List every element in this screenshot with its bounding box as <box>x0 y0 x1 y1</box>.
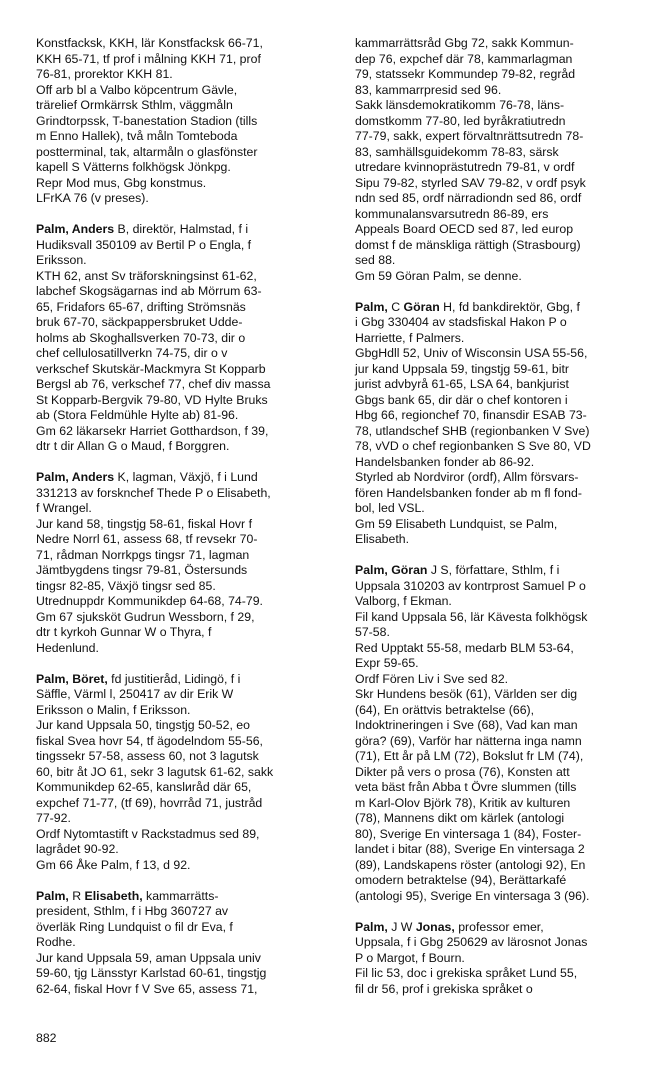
entry-line: chef cellulosatillverkn 74-75, dir o v <box>36 346 228 360</box>
entry-line-text: fd justitieråd, Lidingö, f i <box>107 671 241 686</box>
entry-surname: Palm, <box>355 299 388 314</box>
entry-line: Uppsala 310203 av kontrprost Samuel P o <box>355 578 586 593</box>
entry-line: Red Upptakt 55-58, medarb BLM 53-64, <box>355 640 574 655</box>
entry-line: Off arb bl a Valbo köpcentrum Gävle, <box>36 82 238 97</box>
entry-line: jur kand Uppsala 59, tingstjg 59-61, bitr <box>355 361 569 376</box>
entry-line: Styrled ab Nordviror (ordf), Allm försvars- <box>355 470 579 484</box>
entry-line: 83, samhällsguidekomm 78-83, särsk <box>355 144 559 159</box>
entry-line: bruk 67-70, säckpappersbruket Udde- <box>36 315 243 329</box>
entry-line: m Karl-Olov Björk 78), Kritik av kulturen <box>355 795 571 810</box>
entry-line: Indoktrineringen i Sve (68), Vad kan man <box>355 718 578 732</box>
entry-line: kammarrättsråd Gbg 72, sakk Kommun- <box>355 36 574 50</box>
entry-line: (71), Ett år på LM (72), Bokslut fr LM (74), <box>355 749 584 763</box>
entry-line: Fil lic 53, doc i grekiska språket Lund 55, <box>355 966 578 980</box>
entry-first-line <box>36 672 328 688</box>
entry-line: 65, Fridafors 65-67, drifting Strömsnäs <box>36 299 246 314</box>
entry-given-name: Elisabeth, <box>84 888 143 903</box>
entry-gap <box>355 904 645 920</box>
entry-surname: Palm, Böret, <box>36 671 108 686</box>
entry-line: Nedre Norrl 61, assess 68, tf revsekr 70- <box>36 532 258 546</box>
entry-line: överläk Ring Lundquist o fil dr Eva, f <box>36 919 233 934</box>
entry-line-text: professor emer, <box>454 919 544 934</box>
entry-initials: R <box>68 888 85 903</box>
entry-line: veta bäst från Abba t Övre slummen (tills <box>355 780 577 794</box>
entry-line: f Wrangel. <box>36 501 92 515</box>
entry-line: (78), Mannens dikt om kärlek (antologi <box>355 811 565 825</box>
entry-line: dep 76, expchef där 78, kammarlagman <box>355 51 573 66</box>
entry-line: 57-58. <box>355 625 390 639</box>
entry-line: kapell S Vätterns folkhögsk Jönkpg. <box>36 160 231 174</box>
entry-line: kommunalansvarsutredn 86-89, ers <box>355 206 549 221</box>
entry-line: Appeals Board OECD sed 87, led europ <box>355 222 574 236</box>
entry-line: Ordf Nytomtastift v Rackstadmus sed 89, <box>36 826 260 841</box>
entry-line: KKH 65-71, tf prof i målning KKH 71, prof <box>36 51 261 66</box>
entry-line: Gm 62 läkarsekr Harriet Gotthardson, f 39, <box>36 423 269 438</box>
entry-line: Kommunikdep 62-65, kanslиråd där 65, <box>36 780 252 794</box>
entry-line: tingssekr 57-58, assess 60, not 3 lagutsk <box>36 749 259 763</box>
entry-line: 76-81, prorektor KKH 81. <box>36 67 173 81</box>
entry-line: (antologi 95), Sverige En vintersaga 3 (96). <box>355 888 590 903</box>
entry-line: 62-64, fiskal Hovr f V Sve 65, assess 71, <box>36 981 258 996</box>
entry-line: LFrKA 76 (v preses). <box>36 191 149 205</box>
entry-line: Dikter på vers o prosa (76), Konsten att <box>355 764 570 779</box>
entry-surname: Palm, <box>36 888 69 903</box>
entry-line: Hudiksvall 350109 av Bertil P o Engla, f <box>36 237 252 252</box>
entry-line: Jur kand 58, tingstjg 58-61, fiskal Hovr f <box>36 516 252 531</box>
entry-gap <box>36 656 328 672</box>
entry-line: verkschef Skutskär-Mackmyra St Kopparb <box>36 361 266 376</box>
entry-line: trärelief Ormkärrsk Sthlm, väggmåln <box>36 98 233 112</box>
entry-first-line <box>355 563 645 579</box>
entry-line: bol, led VSL. <box>355 501 425 515</box>
entry-line: Eriksson o Malin, f Eriksson. <box>36 702 191 717</box>
entry-line: fil dr 56, prof i grekiska språket o <box>355 981 533 996</box>
entry-line: Harriette, f Palmers. <box>355 330 465 345</box>
entry-surname: Palm, Göran <box>355 563 428 577</box>
entry-line: Gm 66 Åke Palm, f 13, d 92. <box>36 857 191 872</box>
entry-line-text: K, lagman, Växjö, f i Lund <box>114 470 258 484</box>
entry-line: Jur kand Uppsala 50, tingstjg 50-52, eo <box>36 718 250 732</box>
entry-first-line <box>355 300 645 316</box>
right-column <box>355 36 645 997</box>
entry-line: Handelsbanken fonder ab 86-92. <box>355 454 535 469</box>
entry-line: Gm 59 Göran Palm, se denne. <box>355 268 522 283</box>
entry-line-text: J S, författare, Sthlm, f i <box>427 563 560 577</box>
entry-line: Sakk länsdemokratikomm 76-78, läns- <box>355 98 565 112</box>
entry-line-text: kammarrätts- <box>142 888 219 903</box>
biography-entry <box>36 470 328 656</box>
entry-line: P o Margot, f Bourn. <box>355 950 465 965</box>
entry-line: omodern betraktelse (94), Berättarkafé <box>355 873 567 887</box>
entry-first-line <box>36 470 328 486</box>
entry-line: 80), Sverige En vintersaga 1 (84), Foster- <box>355 826 582 841</box>
entry-line: ndn sed 85, ordf närradiondn sed 86, ordf <box>355 191 582 205</box>
entry-line: tingsr 82-85, Växjö tingsr sed 85. <box>36 578 216 593</box>
entry-line: 71, rådman Norrkpgs tingsr 71, lagman <box>36 547 250 562</box>
entry-line: domstkomm 77-80, led byråkratiutredn <box>355 113 566 128</box>
entry-gap <box>355 284 645 300</box>
entry-line-text: H, fd bankdirektör, Gbg, f <box>439 299 580 314</box>
entry-line: St Kopparb-Bergvik 79-80, VD Hylte Bruks <box>36 392 268 407</box>
biography-entry <box>36 672 328 874</box>
entry-line: lagrådet 90-92. <box>36 842 119 856</box>
entry-line: Rodhe. <box>36 935 76 949</box>
entry-line: Gm 67 sjuksköt Gudrun Wessborn, f 29, <box>36 609 255 624</box>
entry-gap <box>36 873 328 889</box>
entry-line: Bergsl ab 76, verkschef 77, chef div massa <box>36 377 271 391</box>
page-number: 882 <box>36 1031 57 1045</box>
left-column <box>36 36 328 997</box>
entry-line: fiskal Svea hovr 54, tf ägodelndom 55-56, <box>36 733 263 748</box>
entry-line: Repr Mod mus, Gbg konstmus. <box>36 175 207 190</box>
entry-line: göra? (69), Varför har nätterna inga namn <box>355 733 582 748</box>
biography-entry <box>36 36 328 207</box>
entry-line: Eriksson. <box>36 253 87 267</box>
entry-first-line <box>36 222 328 238</box>
biography-entry <box>355 920 645 998</box>
entry-line: 77-79, sakk, expert förvaltnrättsutredn 78- <box>355 129 584 143</box>
entry-gap <box>36 455 328 471</box>
entry-line: Hedenlund. <box>36 640 99 655</box>
entry-line: Utrednuppdr Kommunikdep 64-68, 74-79. <box>36 594 263 608</box>
entry-line: (89), Landskapens röster (antologi 92), En <box>355 857 586 872</box>
entry-line: Grindtorpssk, T-banestation Stadion (tills <box>36 113 258 128</box>
entry-line: Jur kand Uppsala 59, aman Uppsala univ <box>36 950 261 965</box>
entry-line: dtr t dir Allan G o Maud, f Borggren. <box>36 439 230 453</box>
entry-line: Konstfacksk, KKH, lär Konstfacksk 66-71, <box>36 36 263 50</box>
entry-line: m Enno Hallek), två måln Tomteboda <box>36 129 238 143</box>
entry-line: Uppsala, f i Gbg 250629 av lärosnot Jonas <box>355 935 588 949</box>
entry-initials: J W <box>387 919 416 934</box>
entry-line: 79, statssekr Kommundep 79-82, regråd <box>355 67 576 81</box>
entry-line: Jämtbygdens tingsr 79-81, Östersunds <box>36 563 248 577</box>
entry-line: 59-60, tjg Länsstyr Karlstad 60-61, tingstjg <box>36 966 267 980</box>
biography-entry <box>355 563 645 904</box>
entry-line: 77-92. <box>36 811 71 825</box>
entry-line: KTH 62, anst Sv träforskningsinst 61-62, <box>36 268 257 283</box>
entry-line: expchef 71-77, (tf 69), hovrråd 71, justråd <box>36 795 263 810</box>
entry-line: 60, bitr åt JO 61, sekr 3 lagutsk 61-62, sakk <box>36 764 274 779</box>
biography-entry <box>355 36 645 284</box>
entry-gap <box>36 207 328 223</box>
entry-line: Hbg 66, regionchef 70, finansdir ESAB 73- <box>355 408 587 422</box>
entry-line: president, Sthlm, f i Hbg 360727 av <box>36 904 229 918</box>
entry-line: i Gbg 330404 av stadsfiskal Hakon P o <box>355 315 567 329</box>
entry-line: ab (Stora Feldmühle Hylte ab) 81-96. <box>36 408 239 422</box>
entry-line: fören Handelsbanken fonder ab m fl fond- <box>355 485 582 500</box>
biography-entry <box>36 889 328 998</box>
entry-line: Fil kand Uppsala 56, lär Kävesta folkhögsk <box>355 609 588 624</box>
entry-line: dtr t kyrkoh Gunnar W o Thyra, f <box>36 625 212 639</box>
entry-line: sed 88. <box>355 253 396 267</box>
entry-line: Sipu 79-82, styrled SAV 79-82, v ordf psyk <box>355 175 586 190</box>
entry-line: GbgHdll 52, Univ of Wisconsin USA 55-56, <box>355 346 588 360</box>
entry-line: utredare kvinnoprästutredn 79-81, v ordf <box>355 160 575 174</box>
entry-line: Expr 59-65. <box>355 656 419 670</box>
entry-gap <box>355 548 645 564</box>
entry-line-text: B, direktör, Halmstad, f i <box>114 222 249 236</box>
biography-entry <box>355 300 645 548</box>
entry-line: (64), En orättvis betraktelse (66), <box>355 702 535 717</box>
entry-given-name: Göran <box>403 299 440 314</box>
entry-surname: Palm, Anders <box>36 222 115 236</box>
entry-line: Gm 59 Elisabeth Lundquist, se Palm, <box>355 516 558 531</box>
entry-line: Valborg, f Ekman. <box>355 594 452 608</box>
entry-first-line <box>355 920 645 936</box>
entry-given-name: Jonas, <box>415 919 455 934</box>
entry-surname: Palm, Anders <box>36 470 115 484</box>
entry-line: Gbgs bank 65, dir där o chef kontoren i <box>355 392 568 407</box>
entry-line: labchef Skogsägarnas ind ab Mörrum 63- <box>36 284 262 298</box>
entry-line: landet i bitar (88), Sverige En vintersaga 2 <box>355 842 585 856</box>
entry-first-line <box>36 889 328 905</box>
entry-line: Elisabeth. <box>355 532 410 546</box>
entry-line: domst f de mänskliga rättigh (Strasbourg) <box>355 237 581 252</box>
entry-line: 83, kammarrpresid sed 96. <box>355 82 502 97</box>
entry-surname: Palm, <box>355 919 388 934</box>
entry-line: 78, utlandschef SHB (regionbanken V Sve) <box>355 423 590 438</box>
entry-line: jurist advbyrå 61-65, LSA 64, bankjurist <box>355 377 569 391</box>
entry-line: postterminal, tak, altarmåln o glasfönster <box>36 144 258 159</box>
entry-line: 78, vVD o chef regionbanken S Sve 80, VD <box>355 439 591 453</box>
entry-initials: C <box>387 299 404 314</box>
entry-line: holms ab Skoghallsverken 70-73, dir o <box>36 330 246 345</box>
entry-line: Ordf Fören Liv i Sve sed 82. <box>355 671 509 686</box>
entry-line: Säffle, Värml l, 250417 av dir Erik W <box>36 687 234 701</box>
entry-line: 331213 av forsknchef Thede P o Elisabeth, <box>36 485 271 500</box>
biography-entry <box>36 222 328 455</box>
entry-line: Skr Hundens besök (61), Världen ser dig <box>355 687 578 701</box>
